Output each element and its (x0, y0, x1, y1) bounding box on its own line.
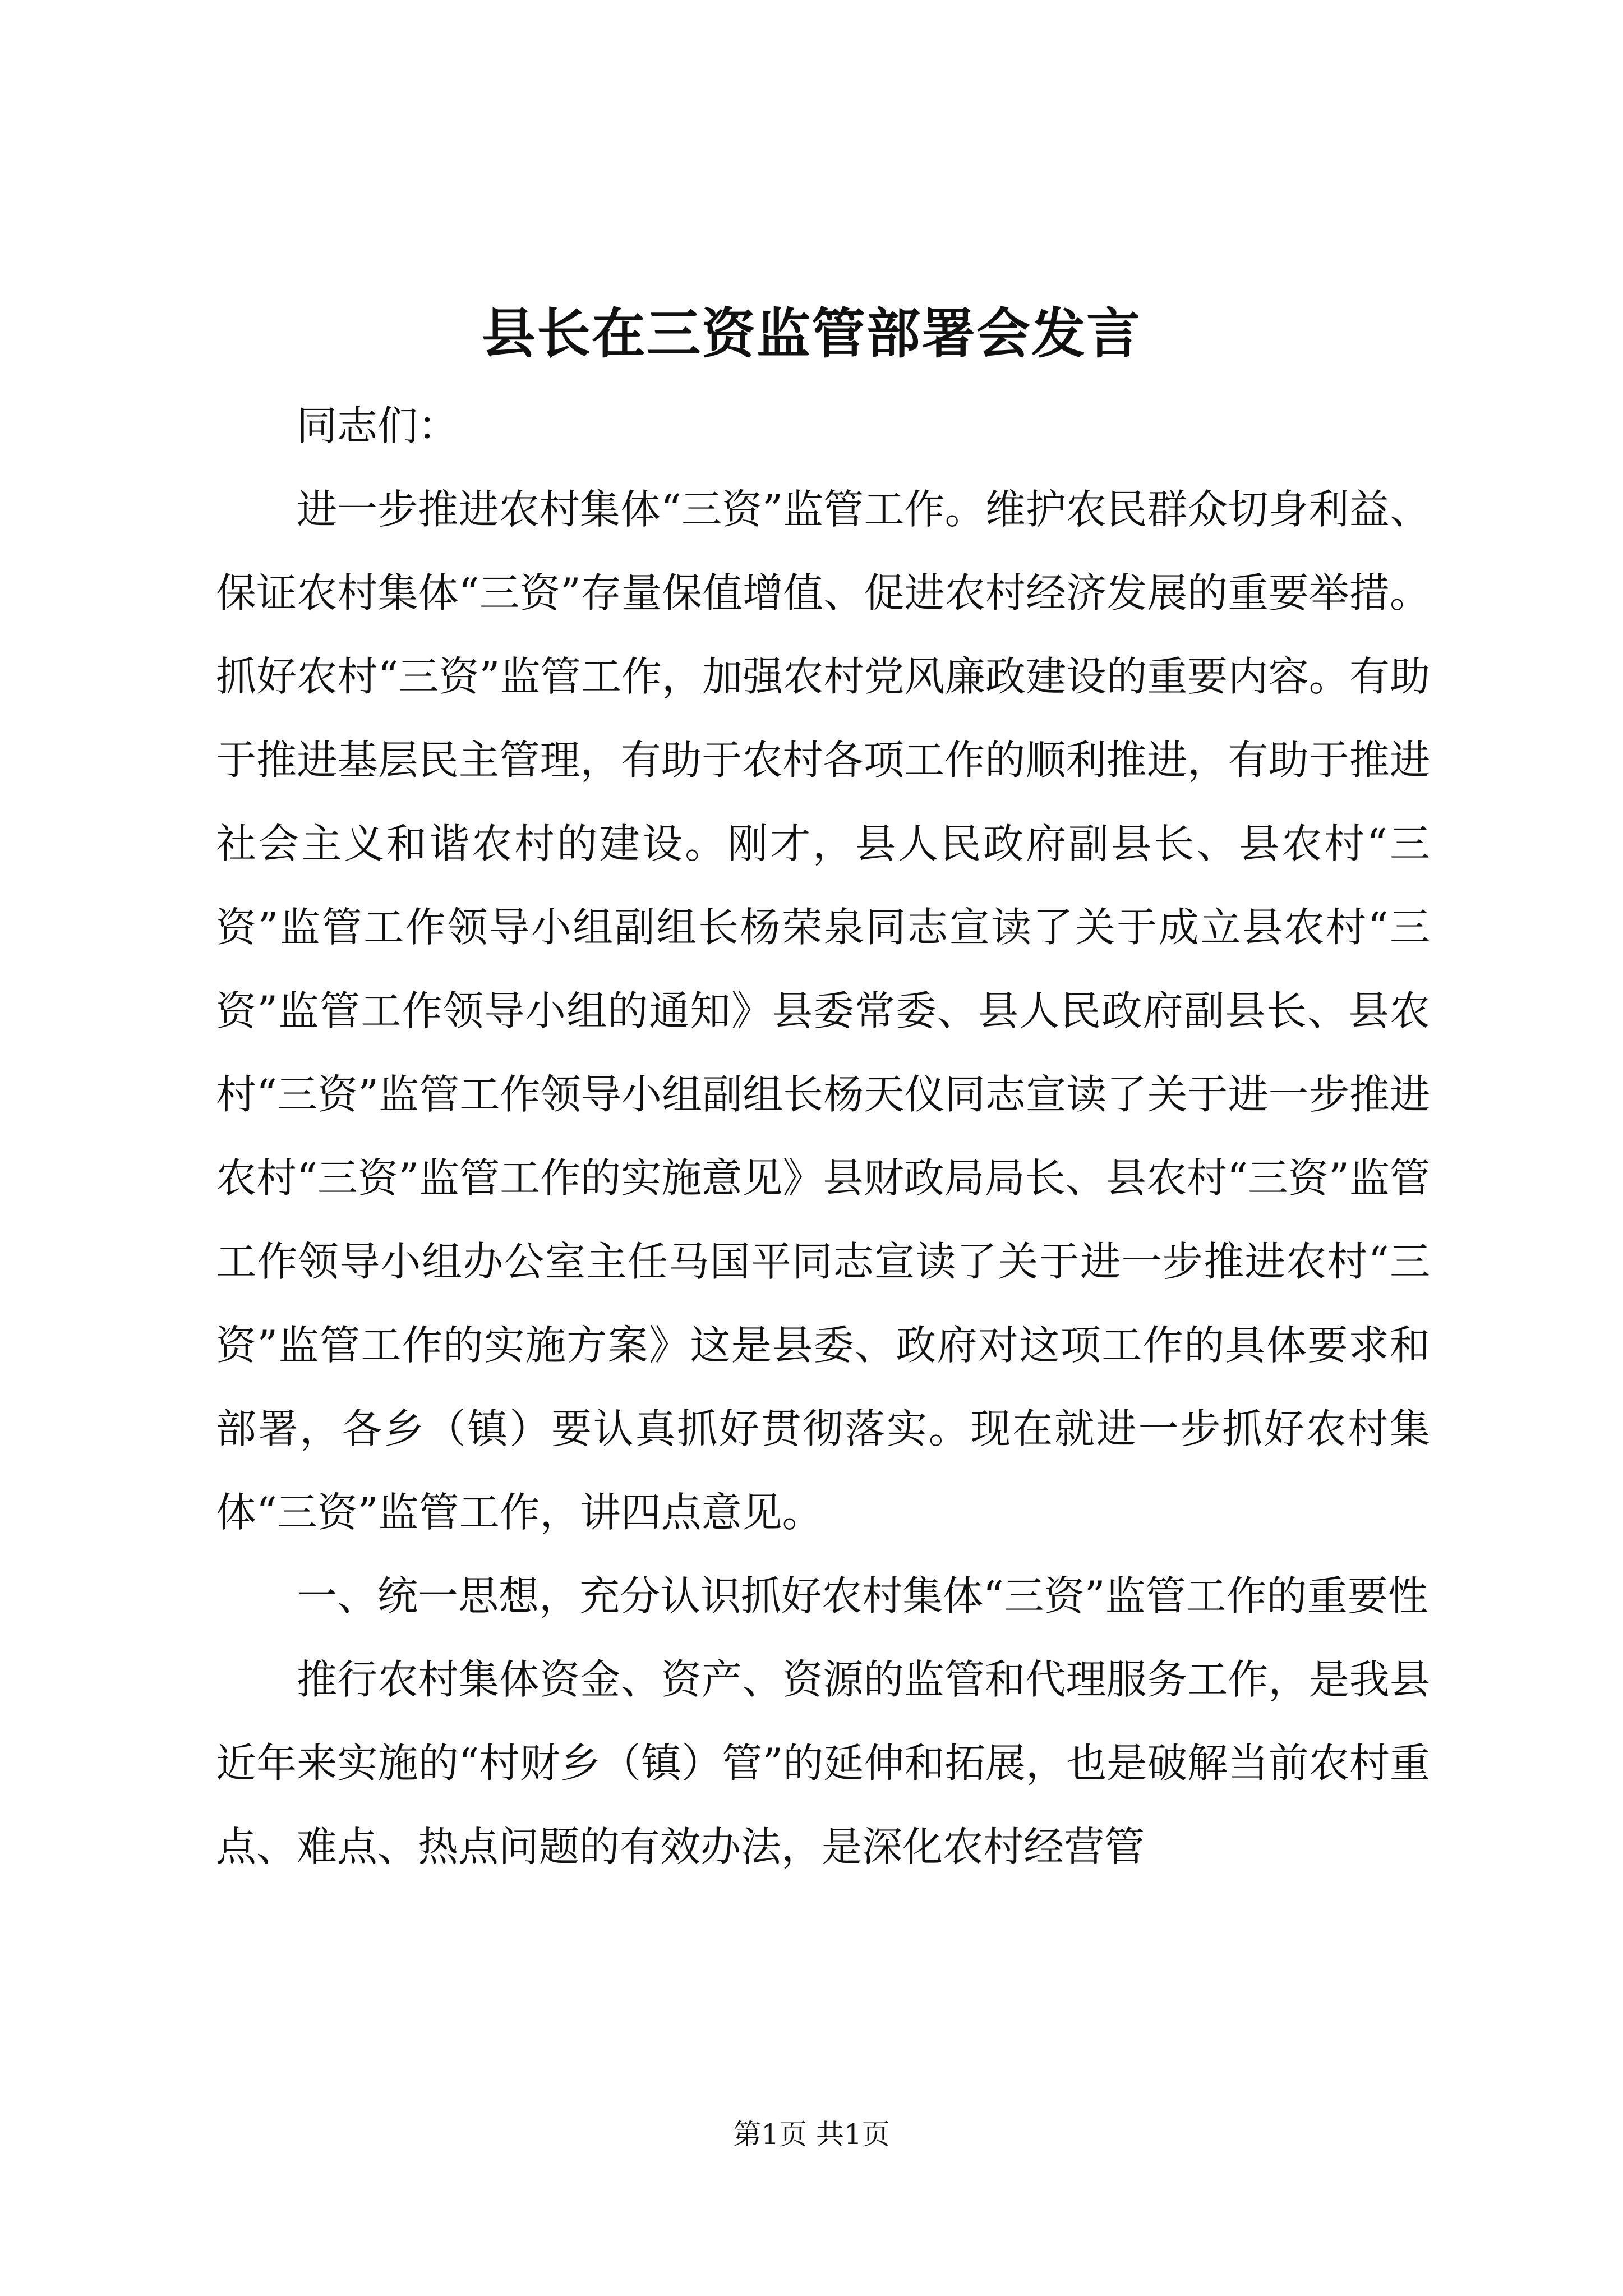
page-footer: 第1页 共1页 (733, 2118, 890, 2151)
document-body (216, 384, 1430, 1889)
section-body-paragraph: 推行农村集体资金、资产、资源的监管和代理服务工作，是我县近年来实施的“村财乡（镇）管”的延伸和拓展，也是破解当前农村重点、难点、热点问题的有效办法，是深化农村经营管 (216, 1656, 1430, 1870)
section-heading-paragraph: 一、统一思想，充分认识抓好农村集体“三资”监管工作的重要性 (297, 1572, 1428, 1619)
intro-paragraph: 进一步推进农村集体“三资”监管工作。维护农民群众切身利益、保证农村集体“三资”存量保值增值、促进农村经济发展的重要举措。抓好农村“三资”监管工作，加强农村党风廉政建设的重要内容。有助于推进基层民主管理，有助于农村各项工作的顺利推进，有助于推进社会主义和谐农村的建设。刚才，县人民政府副县长、县农村“三资”监管工作领导小组副组长杨荣泉同志宣读了关于成立县农村“三资”监管工作领导小组的通知》县委常委、县人民政府副县长、县农村“三资”监管工作领导小组副组长杨天仪同志宣读了关于进一步推进农村“三资”监管工作的实施意见》县财政局局长、县农村“三资”监管工作领导小组办公室主任马国平同志宣读了关于进一步推进农村“三资”监管工作的实施方案》这是县委、政府对这项工作的具体要求和部署，各乡（镇）要认真抓好贯彻落实。现在就进一步抓好农村集体“三资”监管工作，讲四点意见。 (216, 486, 1430, 1536)
document-title: 县长在三资监管部署会发言 (482, 302, 1141, 365)
salutation-paragraph: 同志们： (297, 402, 459, 449)
